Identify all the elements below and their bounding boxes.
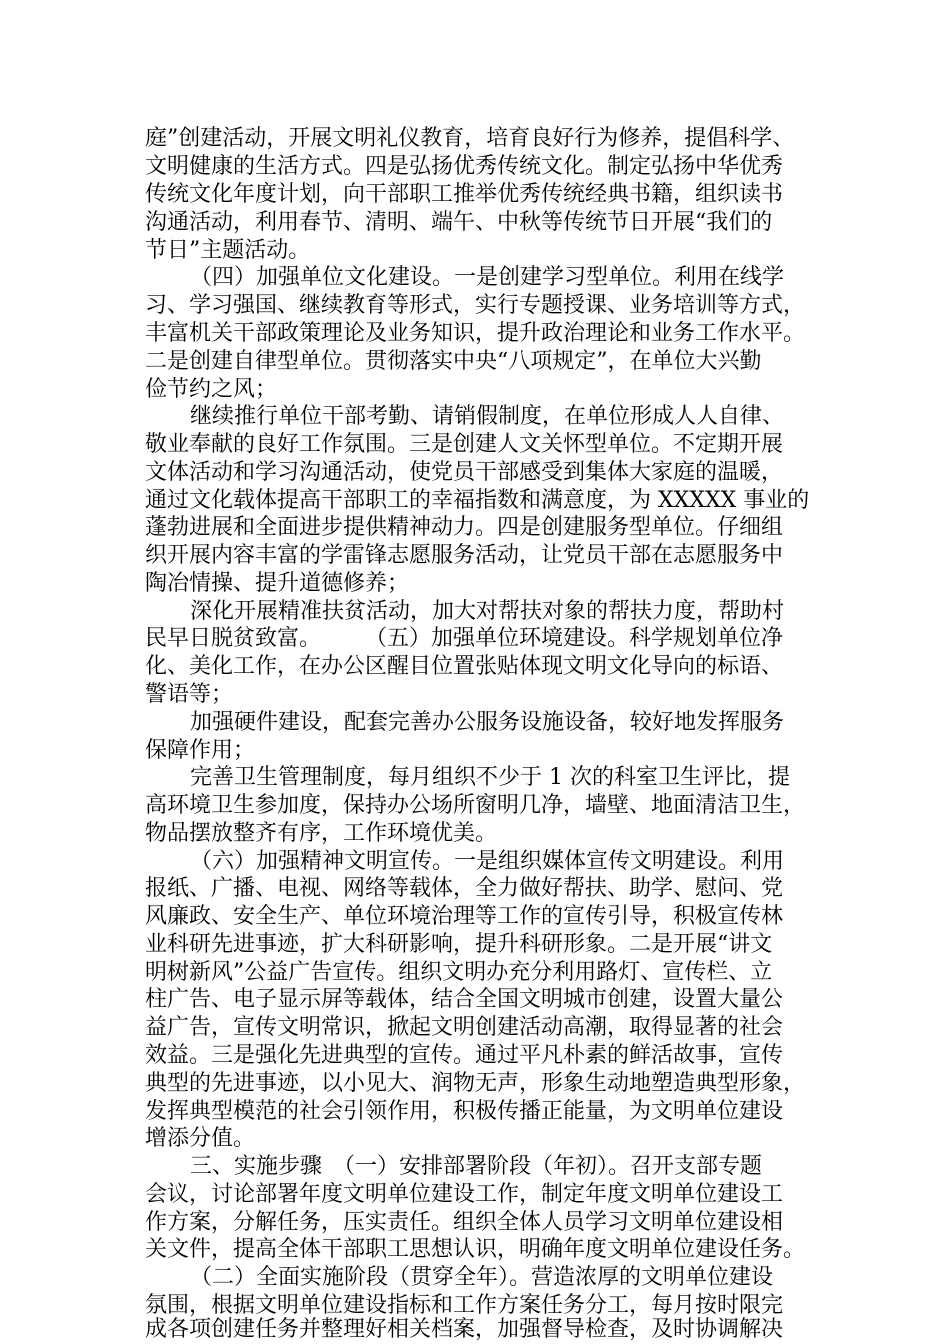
text-line: 风廉政、安全生产、单位环境治理等工作的宣传引导，积极宣传林 [145, 904, 784, 929]
text-line: 习、学习强国、继续教育等形式，实行专题授课、业务培训等方式， [145, 293, 806, 318]
text-line: （二）全面实施阶段（贯穿全年）。营造浓厚的文明单位建设 [190, 1265, 774, 1290]
text-line: 庭”创建活动，开展文明礼仪教育，培育良好行为修养，提倡科学、 [145, 126, 795, 151]
text-line: 俭节约之风； [145, 377, 278, 402]
text-line: 三、实施步骤 （一）安排部署阶段（年初）。召开支部专题 [190, 1154, 763, 1179]
text-line: 织开展内容丰富的学雷锋志愿服务活动，让党员干部在志愿服务中 [145, 543, 784, 568]
text-line: 民早日脱贫致富。 （五）加强单位环境建设。科学规划单位净 [145, 626, 784, 651]
text-line: 化、美化工作，在办公区醒目位置张贴体现文明文化导向的标语、 [145, 654, 784, 679]
text-line: 作方案，分解任务，压实责任。组织全体人员学习文明单位建设相 [145, 1210, 784, 1235]
text-line: 明树新风”公益广告宣传。组织文明办充分利用路灯、宣传栏、立 [145, 960, 773, 985]
text-line: 会议，讨论部署年度文明单位建设工作，制定年度文明单位建设工 [145, 1182, 784, 1207]
text-line: 报纸、广播、电视、网络等载体，全力做好帮扶、助学、慰问、党 [145, 876, 784, 901]
text-line: （四）加强单位文化建设。一是创建学习型单位。利用在线学 [190, 265, 785, 290]
text-line: 沟通活动，利用春节、清明、端午、中秋等传统节日开展“我们的 [145, 210, 773, 235]
text-line: 物品摆放整齐有序，工作环境优美。 [145, 821, 498, 846]
text-line: 陶冶情操、提升道德修养； [145, 571, 410, 596]
text-line: 完善卫生管理制度，每月组织不少于 1 次的科室卫生评比，提 [190, 765, 790, 790]
text-line: 节日”主题活动。 [145, 238, 311, 263]
text-line: 典型的先进事迹，以小见大、润物无声，形象生动地塑造典型形象， [145, 1071, 806, 1096]
text-line: 保障作用； [145, 738, 256, 763]
text-line: 效益。三是强化先进典型的宣传。通过平凡朴素的鲜活故事，宣传 [145, 1043, 784, 1068]
text-line: 二是创建自律型单位。贯彻落实中央“八项规定”，在单位大兴勤 [145, 349, 762, 374]
text-line: 氛围，根据文明单位建设指标和工作方案任务分工，每月按时限完 [145, 1293, 784, 1318]
text-line: 继续推行单位干部考勤、请销假制度，在单位形成人人自律、 [190, 404, 785, 429]
text-line: 业科研先进事迹，扩大科研影响，提升科研形象。二是开展“讲文 [145, 932, 773, 957]
text-line: 发挥典型模范的社会引领作用，积极传播正能量，为文明单位建设 [145, 1099, 784, 1124]
text-line: 成各项创建任务并整理好相关档案，加强督导检查，及时协调解决 [145, 1317, 784, 1342]
text-line: 文体活动和学习沟通活动，使党员干部感受到集体大家庭的温暖， [145, 460, 784, 485]
text-line: 深化开展精准扶贫活动，加大对帮扶对象的帮扶力度，帮助村 [190, 599, 785, 624]
text-line: 敬业奉献的良好工作氛围。三是创建人文关怀型单位。不定期开展 [145, 432, 784, 457]
text-line: 增添分值。 [145, 1126, 256, 1151]
text-line: 高环境卫生参加度，保持办公场所窗明几净，墙壁、地面清洁卫生， [145, 793, 806, 818]
text-line: 关文件，提高全体干部职工思想认识，明确年度文明单位建设任务。 [145, 1237, 806, 1262]
text-line: 通过文化载体提高干部职工的幸福指数和满意度，为 XXXXX 事业的 [145, 488, 810, 513]
text-line: 柱广告、电子显示屏等载体，结合全国文明城市创建，设置大量公 [145, 987, 784, 1012]
text-line: 传统文化年度计划，向干部职工推举优秀传统经典书籍，组织读书 [145, 182, 784, 207]
text-line: 警语等； [145, 682, 234, 707]
text-line: 蓬勃进展和全面进步提供精神动力。四是创建服务型单位。仔细组 [145, 515, 784, 540]
text-line: 文明健康的生活方式。四是弘扬优秀传统文化。制定弘扬中华优秀 [145, 154, 784, 179]
text-line: 丰富机关干部政策理论及业务知识，提升政治理论和业务工作水平。 [145, 321, 806, 346]
text-line: （六）加强精神文明宣传。一是组织媒体宣传文明建设。利用 [190, 849, 785, 874]
text-line: 益广告，宣传文明常识，掀起文明创建活动高潮，取得显著的社会 [145, 1015, 784, 1040]
text-line: 加强硬件建设，配套完善办公服务设施设备，较好地发挥服务 [190, 710, 785, 735]
